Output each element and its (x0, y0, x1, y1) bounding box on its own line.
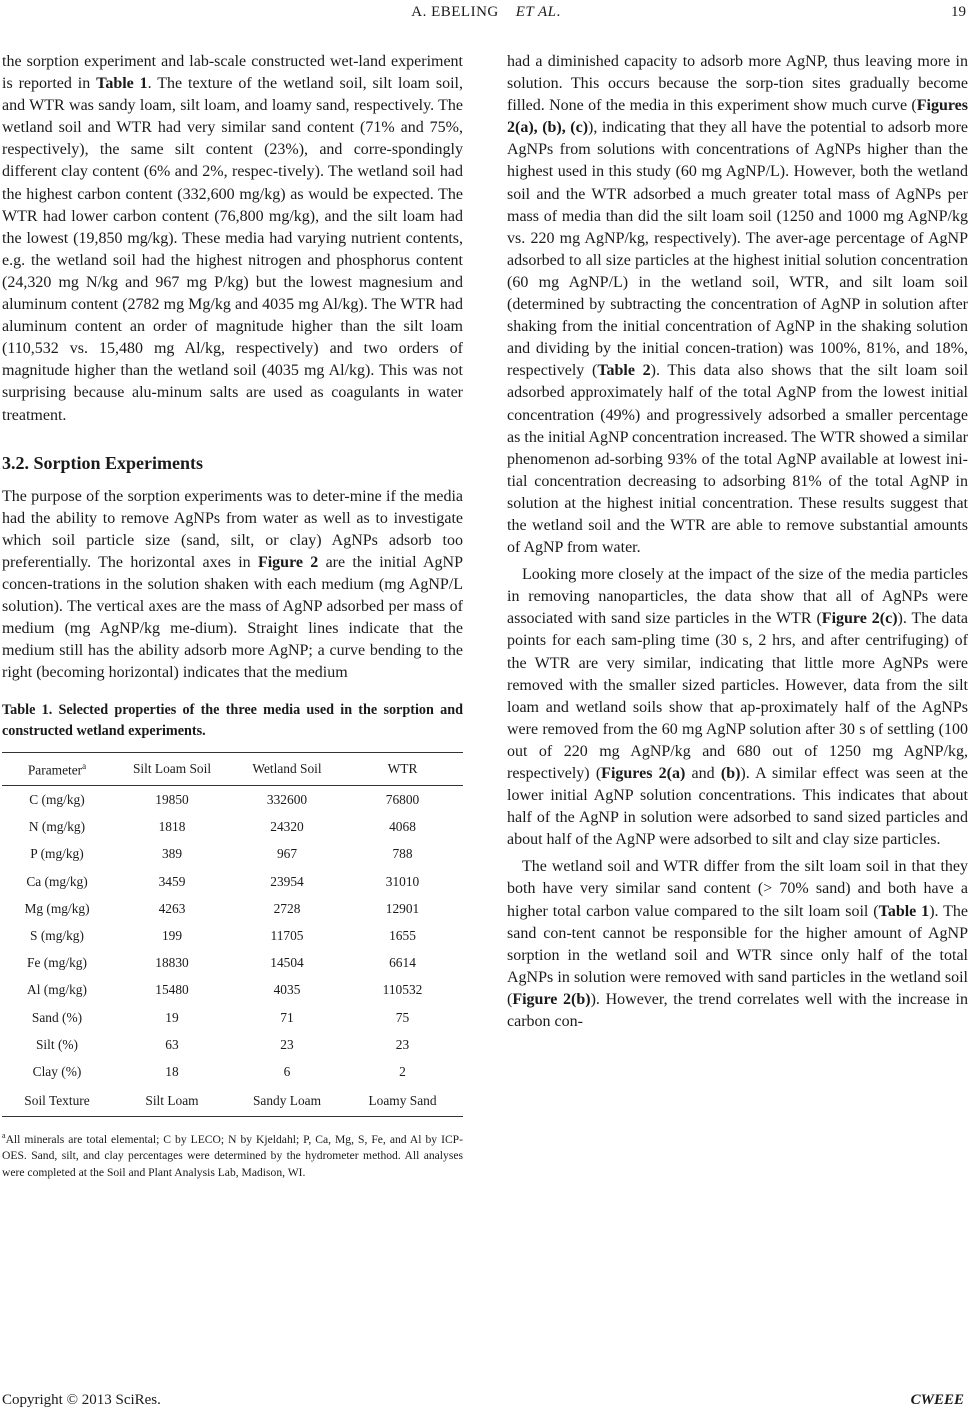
text-span: ). The sand con-tent cannot be responsible for the higher amount of AgNP sorption in the wetland soil and WTR since only half of the total AgNPs in solution were removed with sand particles in the wetland soil ( (507, 902, 969, 1008)
table-cell: 71 (280, 1009, 294, 1025)
right-column (507, 51, 968, 1033)
text-span: the sorption experiment and lab-scale constructed wet-land experiment is reported in (2, 53, 463, 93)
page-header (0, 4, 972, 28)
table-row (2, 950, 463, 977)
header-wetland: Wetland Soil (232, 753, 342, 786)
table-row (2, 895, 463, 922)
header-label: Parameter (27, 762, 83, 778)
table-cell: 63 (165, 1036, 179, 1052)
et-al: ET AL (515, 4, 557, 20)
footnote-text: All minerals are total elemental; C by LECO; N by Kjeldahl; P, Ca, Mg, S, Fe, and Al by ICP-OES. Sand, silt, and clay percentages were determined by the hydrometer method. All analyses were completed at the Soil and Plant Analysis Lab, Madison, WI. (2, 1132, 463, 1180)
table-cell: 199 (161, 927, 183, 943)
header-parameter (2, 753, 112, 786)
page-number: 19 (951, 4, 966, 20)
text-span: ). This data also shows that the silt loam soil adsorbed approximately half of the total AgNP from the lowest initial concentration (49%) and progressively adsorbed a smaller percentage as the initial AgNP concentration increased. The WTR showed a similar phenomenon ad-sorbing 93% of the total AgNP available at lowest ini-tial concentration decreasing to adsorbing 81% of the total AgNP in solution at the highest initial concentration. These results suggest that the wetland soil and the WTR are able to remove substantial amounts of AgNP from water. (507, 362, 969, 557)
table-cell: 110532 (382, 982, 423, 998)
table-cell: 6 (283, 1063, 291, 1079)
table-cell: 23954 (270, 873, 304, 889)
left-column (2, 51, 463, 1181)
table-row (2, 1086, 463, 1117)
paragraph-sorption-purpose (2, 486, 463, 685)
page-footer (2, 1392, 964, 1412)
text-span: ). The data points for each sam-pling time (30 s, 2 hrs, and after centrifuging) of the WTR are very similar, indicating that little more AgNPs were removed with the smaller sized particles. However, data from the silt loam and wetland soils show that ap-proximately half of the AgNPs were removed from the 60 mg AgNP solution after 30 s of settling (100 out of 220 mg AgNP/kg and 680 out of 1250 mg AgNP/kg, respectively) ( (507, 610, 969, 782)
text-span: are the initial AgNP concen-trations in the solution shaken with each medium (mg AgNP/L solution). The vertical axes are the mass of AgNP adsorbed per mass of medium (mg AgNP/kg me-dium). Straight lines indicate that the medium still has the ability adsorb more AgNP; a curve bending to the right (becoming horizontal) indicates that the medium (2, 553, 463, 682)
table-cell: Loamy Sand (342, 1086, 463, 1117)
table-cell: 75 (395, 1009, 410, 1025)
figure-reference[interactable]: Figures 2(a), (b), (c) (507, 97, 968, 137)
table-header-row (2, 753, 463, 786)
table-cell: Mg (mg/kg) (24, 900, 90, 916)
table-row (2, 1058, 463, 1085)
table-cell: 76800 (385, 792, 420, 808)
footnote-marker: a (2, 1130, 6, 1140)
table-cell: 332600 (266, 792, 308, 808)
table-cell: 23 (280, 1036, 294, 1052)
running-head (0, 4, 972, 21)
text-span: ). However, the trend correlates well with the increase in carbon con- (507, 990, 968, 1031)
table-caption: Table 1. Selected properties of the three media used in the sorption and constructed wetland experiments. (2, 702, 463, 740)
table-cell: Al (mg/kg) (27, 982, 87, 998)
footnote-marker: a (82, 760, 87, 771)
table-cell: Sand (%) (31, 1009, 83, 1025)
figure-reference[interactable]: Figure 2(c) (821, 610, 898, 628)
table-cell: 2 (399, 1063, 406, 1079)
table-cell: 4035 (273, 982, 301, 998)
text-span: The purpose of the sorption experiments was to deter-mine if the media had the ability to remove AgNPs from water as well as to investigate which soil particle size (sand, silt, or clay) AgNPs adsorb too preferentially. The horizontal axes in (2, 487, 463, 571)
table-cell: 19 (165, 1009, 179, 1025)
paragraph-texture (2, 51, 463, 427)
table-cell: 2728 (273, 900, 301, 916)
text-span: Looking more closely at the impact of the size of the media particles in removing nanoparticles, the data show that all of AgNPs were associated with sand size particles in the WTR ( (507, 566, 968, 628)
table-cell: Sandy Loam (232, 1086, 342, 1117)
figure-reference[interactable]: (b) (720, 765, 741, 782)
table-cell: 788 (392, 846, 413, 862)
paragraph-carbon (507, 856, 968, 1033)
text-span: ). A similar effect was seen at the lower initial AgNP solution concentrations. This indicates that about half of the AgNP in solution were adsorbed to sand sized particles and about half of the AgNP were adsorbed to silt and clay size particles. (507, 765, 969, 849)
table-cell: P (mg/kg) (30, 846, 84, 862)
table-row (2, 814, 463, 841)
table-reference[interactable]: Table 1 (96, 75, 148, 93)
table-cell: 19850 (155, 792, 189, 808)
header-wtr: WTR (342, 753, 463, 786)
table-cell: 4068 (389, 819, 416, 835)
et-al-period: . (556, 4, 561, 20)
table-row (2, 868, 463, 895)
author-name: A. EBELING (411, 4, 499, 20)
text-span: had a diminished capacity to adsorb more AgNP, thus leaving more in solution. This occurs because the sorp-tion sites gradually become filled. None of the media in this experiment show much curve ( (507, 53, 968, 115)
text-span: ), indicating that they all have the potential to adsorb more AgNPs from solutions with concentrations of AgNPs higher than the highest used in this study (60 mg AgNP/L). However, both the wetland soil and the WTR adsorbed a much greater total mass of AgNPs per mass of media than did the silt loam soil (1250 and 1000 mg AgNP/kg vs. 220 mg AgNP/kg, respectively). The aver-age percentage of AgNP adsorbed to all size particles at the highest initial solution concentration (60 mg AgNP/L) in the wetland soil, WTR, and silt loam soil (determined by subtracting the concentration of AgNP in solution after shaking from the initial concentration of AgNP in the shaking solution and dividing by the initial concen-tration) was 100%, 81%, and 18%, respectively ( (507, 119, 968, 380)
paragraph-particle-size (507, 564, 968, 851)
table-cell: Clay (%) (32, 1063, 82, 1079)
table-cell: Silt Loam (112, 1086, 232, 1117)
table-cell: 31010 (385, 873, 420, 889)
figure-reference[interactable]: Figure 2 (257, 553, 319, 571)
table-row (2, 841, 463, 868)
table-reference[interactable]: Table 2 (597, 362, 651, 380)
table-cell: 967 (276, 846, 298, 862)
table-cell: N (mg/kg) (28, 819, 86, 835)
table-cell: 389 (161, 846, 183, 862)
table-reference[interactable]: Table 1 (878, 902, 930, 920)
table-row (2, 786, 463, 814)
header-silt-loam: Silt Loam Soil (112, 753, 232, 786)
table-cell: 24320 (270, 819, 304, 835)
table-row (2, 922, 463, 949)
table-cell: 3459 (158, 873, 186, 889)
table-cell: C (mg/kg) (29, 792, 85, 808)
table-cell: Soil Texture (2, 1086, 112, 1117)
table-cell: Ca (mg/kg) (26, 873, 88, 889)
text-span: . The texture of the wetland soil, silt loam soil, and WTR was sandy loam, silt loam, and loamy sand, respectively. The wetland soil and WTR had very similar sand content (71% and 75%, respectively), the same silt content (23%), and corre-spondingly different clay content (6% and 2%, respec-tively). The wetland soil had the highest carbon content (332,600 mg/kg) as would be expected. The WTR had lower carbon content (76,800 mg/kg), and the silt loam had the lowest (19,850 mg/kg). These media had varying nutrient contents, e.g. the wetland soil had the highest nitrogen and phosphorus content (24,320 mg N/kg and 967 mg P/kg) but the lowest magnesium and aluminum content (2782 mg Mg/kg and 4035 mg Al/kg). The WTR had aluminum content an order of magnitude higher than the silt loam (110,532 vs. 15,480 mg Al/kg, respectively) and two orders of magnitude higher than the wetland soil (4035 mg Al/kg). This was not surprising because alu-minum salts are used as coagulants in water treatment. (2, 75, 464, 424)
copyright-notice: Copyright © 2013 SciRes. (2, 1392, 161, 1408)
text-span: The wetland soil and WTR differ from the silt loam soil in that they both have very similar sand content (> 70% sand) and both have a higher total carbon value compared to the silt loam soil ( (507, 858, 968, 920)
text-span: and (685, 765, 721, 782)
table-row (2, 1031, 463, 1058)
table-row (2, 977, 463, 1004)
table-cell: Silt (%) (35, 1036, 79, 1052)
table-cell: 6614 (389, 955, 416, 971)
table-cell: S (mg/kg) (30, 927, 84, 943)
table-cell: 18830 (155, 955, 189, 971)
properties-table (2, 752, 463, 1116)
table-cell: 1655 (389, 927, 416, 943)
table-cell: 11705 (270, 927, 304, 943)
figure-reference[interactable]: Figure 2(b) (512, 990, 591, 1008)
table-cell: 1818 (158, 819, 186, 835)
table-cell: 12901 (385, 900, 420, 916)
table-cell: 4263 (158, 900, 186, 916)
table-cell: 23 (395, 1036, 410, 1052)
table-footnote (2, 1127, 463, 1182)
table-cell: 14504 (270, 955, 304, 971)
paragraph-capacity (507, 51, 968, 559)
table-cell: 15480 (155, 982, 189, 998)
figure-reference[interactable]: Figures 2(a) (601, 765, 686, 782)
table-cell: Fe (mg/kg) (27, 955, 87, 971)
table-row (2, 1004, 463, 1031)
table-cell: 18 (165, 1063, 179, 1079)
journal-name: CWEEE (910, 1392, 964, 1408)
section-heading: 3.2. Sorption Experiments (2, 452, 204, 473)
